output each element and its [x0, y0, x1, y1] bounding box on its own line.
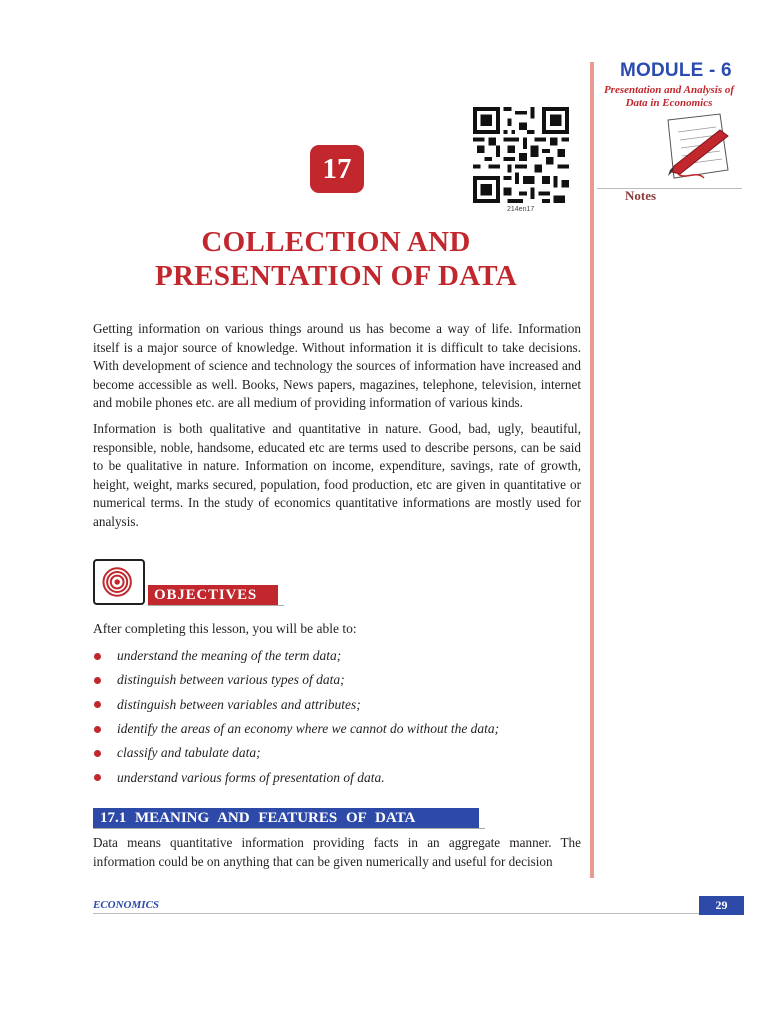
bullet-icon: [94, 774, 101, 781]
info-types-paragraph: Information is both qualitative and quantitative in nature. Good, bad, ugly, beautiful, responsible, noble, handsome, educated etc are terms used to describe persons, can be said to be qualitative in nature. Information on income, expenditure, savings, rate of growth, height, weight, marks secured, population, food production, etc are given in quantitative or numerical terms. In the study of economics quantitative informations are mostly used for analysis.: [93, 421, 581, 529]
chapter-title: [100, 225, 572, 293]
section-underline: [93, 828, 485, 829]
list-item: identify the areas of an economy where we cannot do without the data;: [93, 717, 499, 741]
list-item: distinguish between variables and attributes;: [93, 693, 499, 717]
margin-rule: [590, 62, 594, 878]
objectives-intro: After completing this lesson, you will be able to:: [93, 621, 357, 636]
footer-rule: [93, 913, 743, 914]
page-number: 29: [699, 896, 744, 915]
bullet-icon: [94, 677, 101, 684]
qr-caption: 214en17: [507, 206, 535, 213]
notes-pencil-icon: [658, 112, 736, 186]
section-heading: 17.1 MEANING AND FEATURES OF DATA: [93, 808, 479, 828]
bullet-icon: [94, 701, 101, 708]
bullet-icon: [94, 726, 101, 733]
list-item: classify and tabulate data;: [93, 741, 499, 765]
footer-subject: ECONOMICS: [93, 899, 160, 911]
section-paragraph: Data means quantitative information providing facts in an aggregate manner. The information could be on anything that can be given numerically and useful for decision: [93, 835, 581, 869]
chapter-number-badge: 17: [310, 145, 364, 193]
module-subtitle: Presentation and Analysis of Data in Economics: [603, 84, 735, 109]
chapter-title-line1: COLLECTION AND: [201, 226, 471, 258]
list-item: distinguish between various types of data;: [93, 668, 499, 692]
intro-paragraph: Getting information on various things around us has become a way of life. Information itself is a major source of knowledge. Without information it is difficult to take decisions. With development of science and technology the sources of information have increased and become accessible as well. Books, News papers, magazines, telephone, television, internet and mobile phones etc. are all medium of providing information of various kinds.: [93, 321, 581, 411]
notes-divider: [597, 188, 742, 189]
list-item: understand the meaning of the term data;: [93, 644, 499, 668]
module-title: MODULE - 6: [620, 60, 732, 81]
target-icon: [93, 559, 145, 605]
objectives-underline: [148, 605, 284, 606]
bullet-icon: [94, 653, 101, 660]
objectives-heading: OBJECTIVES: [148, 585, 278, 605]
objectives-list: [93, 644, 499, 790]
chapter-title-line2: PRESENTATION OF DATA: [154, 260, 518, 292]
qr-code-icon: [473, 107, 569, 203]
notes-label: Notes: [625, 188, 657, 203]
list-item: understand various forms of presentation of data.: [93, 765, 499, 789]
bullet-icon: [94, 750, 101, 757]
